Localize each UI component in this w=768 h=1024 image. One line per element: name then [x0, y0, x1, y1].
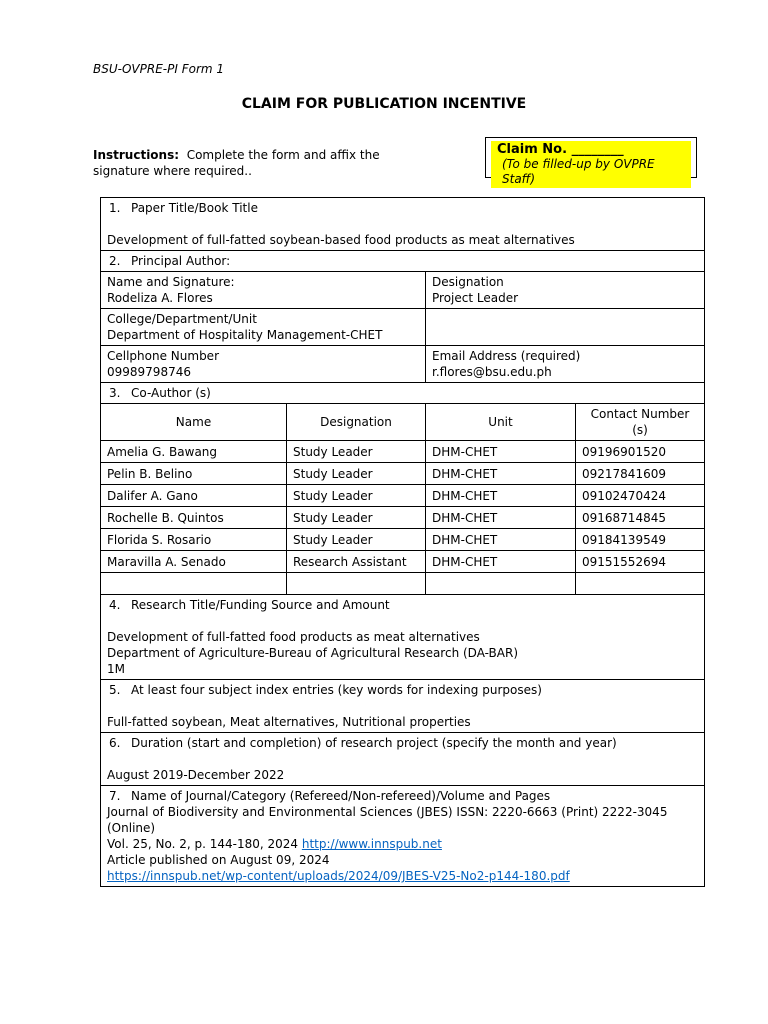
table-row [101, 441, 705, 463]
table-row [101, 463, 705, 485]
co-author-contact[interactable]: 09102470424 [576, 485, 705, 507]
co-author-unit[interactable]: DHM-CHET [426, 485, 576, 507]
designation-value[interactable]: Project Leader [432, 291, 519, 305]
table-row [101, 507, 705, 529]
instructions [93, 147, 433, 179]
journal-website-link[interactable]: http://www.innspub.net [301, 837, 442, 851]
co-author-designation[interactable]: Study Leader [287, 529, 426, 551]
column-header-unit: Unit [426, 404, 576, 441]
section-journal [101, 786, 705, 887]
table-row [101, 551, 705, 573]
paper-title-value[interactable]: Development of full-fatted soybean-based food products as meat alternatives [107, 233, 575, 247]
section-number: 4. [109, 598, 121, 612]
column-header-contact: Contact Number (s) [576, 404, 705, 441]
page-title: CLAIM FOR PUBLICATION INCENTIVE [241, 96, 527, 112]
claim-note: (To be filled-up by OVPRE Staff) [502, 157, 655, 186]
section-label: At least four subject index entries (key words for indexing purposes) [131, 683, 542, 697]
section-number: 2. [109, 254, 121, 268]
table-row-empty [101, 573, 705, 595]
co-author-designation[interactable]: Study Leader [287, 441, 426, 463]
instructions-label: Instructions: [93, 148, 180, 162]
co-author-designation[interactable]: Research Assistant [287, 551, 426, 573]
claim-box [485, 137, 697, 186]
section-label: Duration (start and completion) of research project (specify the month and year) [131, 736, 617, 750]
section-label: Principal Author: [131, 254, 231, 268]
section-number: 1. [109, 201, 121, 215]
co-author-contact[interactable]: 09196901520 [576, 441, 705, 463]
co-author-header-row [101, 404, 705, 441]
college-value[interactable]: Department of Hospitality Management-CHET [107, 328, 383, 342]
name-label: Name and Signature: [107, 275, 235, 289]
co-author-name[interactable]: Rochelle B. Quintos [101, 507, 287, 529]
publication-date-value[interactable]: Article published on August 09, 2024 [107, 853, 330, 867]
designation-label: Designation [432, 275, 504, 289]
email-value[interactable]: r.flores@bsu.edu.ph [432, 365, 552, 379]
college-label: College/Department/Unit [107, 312, 257, 326]
co-author-designation[interactable]: Study Leader [287, 463, 426, 485]
article-pdf-link[interactable]: https://innspub.net/wp-content/uploads/2024/09/JBES-V25-No2-p144-180.pdf [107, 869, 570, 883]
phone-value[interactable]: 09989798746 [107, 365, 191, 379]
co-author-contact[interactable]: 09151552694 [576, 551, 705, 573]
claim-highlight [491, 141, 691, 188]
claim-number-label: Claim No. ________ [497, 142, 624, 157]
section-number: 6. [109, 736, 121, 750]
section-co-authors [101, 383, 705, 404]
co-author-designation[interactable]: Study Leader [287, 507, 426, 529]
co-author-name[interactable]: Maravilla A. Senado [101, 551, 287, 573]
co-author-unit[interactable]: DHM-CHET [426, 441, 576, 463]
section-number: 5. [109, 683, 121, 697]
keywords-value[interactable]: Full-fatted soybean, Meat alternatives, Nutritional properties [107, 715, 471, 729]
funding-source-value[interactable]: Department of Agriculture-Bureau of Agricultural Research (DA-BAR) [107, 646, 519, 660]
co-author-unit[interactable] [426, 573, 576, 595]
research-title-value[interactable]: Development of full-fatted food products as meat alternatives [107, 630, 480, 644]
journal-name-value[interactable]: Journal of Biodiversity and Environmental Sciences (JBES) ISSN: 2220-6663 (Print) 2222-3045 (Online) [107, 805, 668, 835]
co-author-name[interactable] [101, 573, 287, 595]
instructions-text: Complete the form and affix the signature where required.. [93, 148, 380, 178]
co-author-contact[interactable]: 09168714845 [576, 507, 705, 529]
column-header-designation: Designation [287, 404, 426, 441]
section-label: Research Title/Funding Source and Amount [131, 598, 390, 612]
co-author-designation[interactable]: Study Leader [287, 485, 426, 507]
funding-amount-value[interactable]: 1M [107, 662, 125, 676]
empty-cell[interactable] [426, 309, 705, 346]
section-number: 7. [109, 789, 121, 803]
section-principal-author [101, 251, 705, 272]
section-duration [101, 733, 705, 786]
co-author-name[interactable]: Florida S. Rosario [101, 529, 287, 551]
co-author-contact[interactable]: 09184139549 [576, 529, 705, 551]
section-research-title [101, 595, 705, 680]
section-keywords [101, 680, 705, 733]
journal-volume-value: Vol. 25, No. 2, p. 144-180, 2024 [107, 837, 302, 851]
co-author-name[interactable]: Pelin B. Belino [101, 463, 287, 485]
co-author-name[interactable]: Amelia G. Bawang [101, 441, 287, 463]
co-author-designation[interactable] [287, 573, 426, 595]
phone-label: Cellphone Number [107, 349, 220, 363]
form-code: BSU-OVPRE-PI Form 1 [93, 62, 225, 76]
section-number: 3. [109, 386, 121, 400]
journal-volume-line [107, 836, 698, 852]
duration-value[interactable]: August 2019-December 2022 [107, 768, 285, 782]
section-paper-title [101, 198, 705, 251]
author-college-row [101, 309, 705, 346]
name-value[interactable]: Rodeliza A. Flores [107, 291, 213, 305]
co-author-contact[interactable]: 09217841609 [576, 463, 705, 485]
section-label: Paper Title/Book Title [131, 201, 258, 215]
section-label: Name of Journal/Category (Refereed/Non-refereed)/Volume and Pages [131, 789, 551, 803]
email-label: Email Address (required) [432, 349, 581, 363]
co-author-name[interactable]: Dalifer A. Gano [101, 485, 287, 507]
co-author-unit[interactable]: DHM-CHET [426, 551, 576, 573]
co-author-contact[interactable] [576, 573, 705, 595]
section-label: Co-Author (s) [131, 386, 211, 400]
table-row [101, 485, 705, 507]
column-header-name: Name [101, 404, 287, 441]
table-row [101, 529, 705, 551]
co-author-unit[interactable]: DHM-CHET [426, 463, 576, 485]
claim-form-table [100, 197, 705, 887]
author-contact-row [101, 346, 705, 383]
co-author-unit[interactable]: DHM-CHET [426, 529, 576, 551]
co-author-unit[interactable]: DHM-CHET [426, 507, 576, 529]
author-name-row [101, 272, 705, 309]
